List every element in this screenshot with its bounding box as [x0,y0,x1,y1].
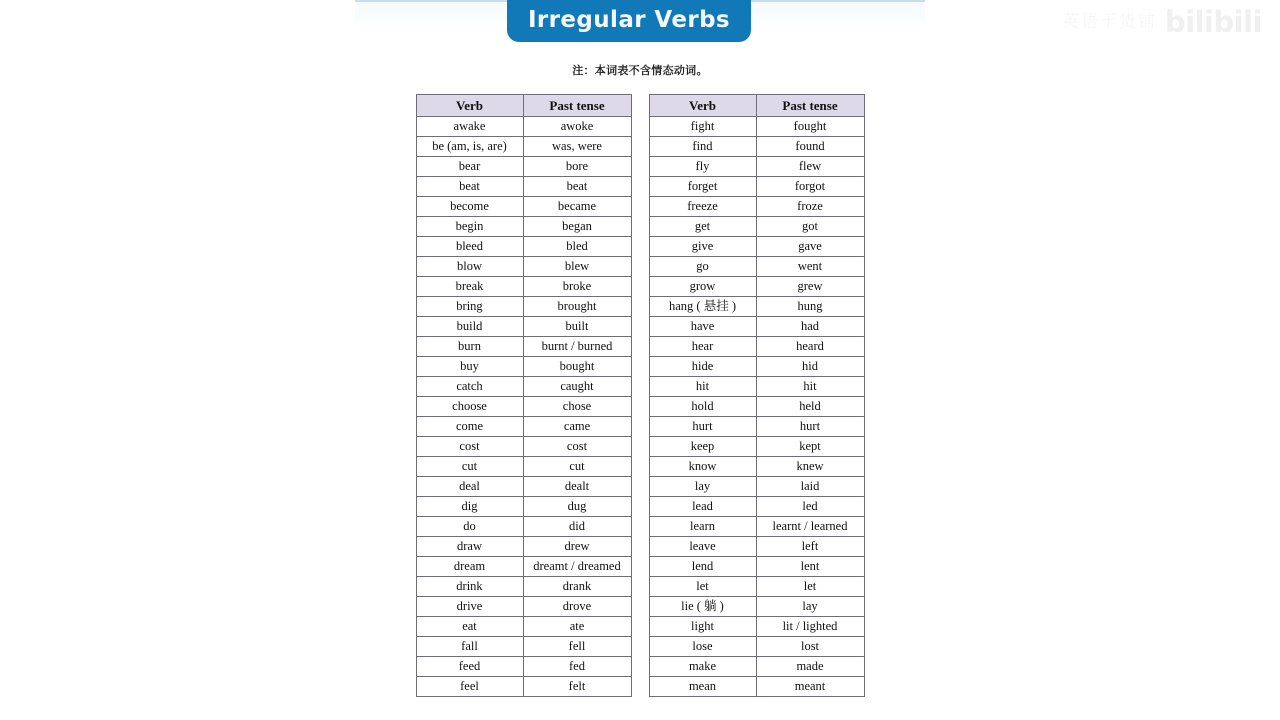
table-row [649,317,864,337]
column-header-past-tense: Past tense [756,95,864,117]
cell-verb: begin [416,217,523,237]
table-row [649,277,864,297]
cell-verb: dream [416,557,523,577]
table-row [649,297,864,317]
cell-verb: dig [416,497,523,517]
cell-verb: buy [416,357,523,377]
cell-past-tense: lit / lighted [756,617,864,637]
cell-past-tense: cost [523,437,631,457]
table-header-row [416,95,631,117]
table-row [416,417,631,437]
cell-verb: catch [416,377,523,397]
cell-past-tense: led [756,497,864,517]
table-row [649,577,864,597]
cell-past-tense: hung [756,297,864,317]
cell-past-tense: learnt / learned [756,517,864,537]
cell-verb: bring [416,297,523,317]
table-row [416,157,631,177]
cell-past-tense: drank [523,577,631,597]
cell-verb: lay [649,477,756,497]
cell-past-tense: kept [756,437,864,457]
right-table-body [649,117,864,697]
page-title-banner [507,0,751,42]
cell-verb: cost [416,437,523,457]
cell-past-tense: lay [756,597,864,617]
table-row [649,657,864,677]
cell-past-tense: dreamt / dreamed [523,557,631,577]
cell-past-tense: ate [523,617,631,637]
column-header-past-tense: Past tense [523,95,631,117]
cell-past-tense: lost [756,637,864,657]
table-row [416,577,631,597]
cell-past-tense: had [756,317,864,337]
cell-verb: keep [649,437,756,457]
cell-past-tense: held [756,397,864,417]
cell-verb: learn [649,517,756,537]
table-row [416,177,631,197]
cell-past-tense: flew [756,157,864,177]
cell-verb: hurt [649,417,756,437]
table-row [416,197,631,217]
cell-past-tense: bought [523,357,631,377]
cell-verb: find [649,137,756,157]
table-row [649,257,864,277]
table-row [649,217,864,237]
cell-verb: lead [649,497,756,517]
cell-past-tense: lent [756,557,864,577]
cell-past-tense: fed [523,657,631,677]
table-row [649,437,864,457]
table-row [416,557,631,577]
cell-past-tense: brought [523,297,631,317]
watermark-channel-text: 英语干货铺 [1061,12,1157,32]
cell-verb: feel [416,677,523,697]
table-row [649,457,864,477]
table-row [416,397,631,417]
cell-past-tense: awoke [523,117,631,137]
cell-verb: let [649,577,756,597]
watermark [1061,5,1262,39]
table-header-row [649,95,864,117]
table-row [649,477,864,497]
cell-verb: drive [416,597,523,617]
table-row [416,337,631,357]
cell-verb: burn [416,337,523,357]
table-row [416,297,631,317]
table-row [649,137,864,157]
cell-past-tense: bore [523,157,631,177]
table-row [649,677,864,697]
cell-verb: go [649,257,756,277]
cell-verb: be (am, is, are) [416,137,523,157]
cell-past-tense: built [523,317,631,337]
table-row [416,657,631,677]
table-row [416,257,631,277]
cell-verb: bear [416,157,523,177]
cell-past-tense: did [523,517,631,537]
cell-verb: bleed [416,237,523,257]
table-row [416,117,631,137]
table-row [649,597,864,617]
cell-verb: drink [416,577,523,597]
cell-verb: blow [416,257,523,277]
cell-past-tense: burnt / burned [523,337,631,357]
cell-past-tense: felt [523,677,631,697]
table-row [649,537,864,557]
table-row [416,517,631,537]
cell-verb: freeze [649,197,756,217]
table-row [416,497,631,517]
cell-past-tense: forgot [756,177,864,197]
table-row [416,357,631,377]
cell-past-tense: beat [523,177,631,197]
cell-verb: hang ( 悬挂 ) [649,297,756,317]
cell-verb: leave [649,537,756,557]
cell-verb: deal [416,477,523,497]
table-row [649,377,864,397]
table-row [416,377,631,397]
cell-verb: become [416,197,523,217]
cell-past-tense: froze [756,197,864,217]
cell-past-tense: blew [523,257,631,277]
table-row [649,637,864,657]
cell-past-tense: hid [756,357,864,377]
cell-past-tense: let [756,577,864,597]
cell-past-tense: grew [756,277,864,297]
table-row [416,637,631,657]
cell-past-tense: heard [756,337,864,357]
cell-past-tense: laid [756,477,864,497]
cell-verb: know [649,457,756,477]
cell-verb: build [416,317,523,337]
cell-past-tense: caught [523,377,631,397]
table-row [416,677,631,697]
cell-verb: feed [416,657,523,677]
cell-past-tense: dealt [523,477,631,497]
cell-verb: lend [649,557,756,577]
table-row [649,557,864,577]
cell-verb: make [649,657,756,677]
table-note: 注：本词表不含情态动词。 [572,64,708,77]
table-row [416,137,631,157]
cell-verb: lose [649,637,756,657]
cell-verb: lie ( 躺 ) [649,597,756,617]
table-row [416,537,631,557]
cell-verb: fly [649,157,756,177]
cell-verb: hold [649,397,756,417]
cell-verb: choose [416,397,523,417]
cell-verb: cut [416,457,523,477]
cell-verb: have [649,317,756,337]
cell-verb: fight [649,117,756,137]
cell-verb: beat [416,177,523,197]
table-row [649,337,864,357]
cell-past-tense: began [523,217,631,237]
cell-past-tense: bled [523,237,631,257]
cell-verb: get [649,217,756,237]
table-row [649,517,864,537]
table-row [649,417,864,437]
cell-past-tense: gave [756,237,864,257]
cell-past-tense: got [756,217,864,237]
cell-past-tense: was, were [523,137,631,157]
table-row [649,617,864,637]
table-row [649,397,864,417]
cell-verb: give [649,237,756,257]
table-row [416,477,631,497]
verb-tables-container [0,94,1280,697]
cell-verb: light [649,617,756,637]
table-row [416,457,631,477]
table-row [649,157,864,177]
cell-past-tense: dug [523,497,631,517]
table-row [416,217,631,237]
left-table-body [416,117,631,697]
cell-past-tense: hurt [756,417,864,437]
cell-past-tense: became [523,197,631,217]
table-row [649,237,864,257]
cell-verb: awake [416,117,523,137]
cell-past-tense: drove [523,597,631,617]
table-row [416,597,631,617]
cell-past-tense: went [756,257,864,277]
cell-past-tense: meant [756,677,864,697]
column-header-verb: Verb [649,95,756,117]
table-row [649,497,864,517]
table-row [416,437,631,457]
cell-verb: mean [649,677,756,697]
table-row [649,117,864,137]
cell-past-tense: knew [756,457,864,477]
cell-past-tense: came [523,417,631,437]
table-row [416,237,631,257]
cell-verb: hit [649,377,756,397]
cell-verb: grow [649,277,756,297]
cell-verb: come [416,417,523,437]
cell-verb: draw [416,537,523,557]
cell-past-tense: fought [756,117,864,137]
cell-past-tense: cut [523,457,631,477]
table-row [416,277,631,297]
column-header-verb: Verb [416,95,523,117]
irregular-verbs-table-left [416,94,632,697]
cell-past-tense: hit [756,377,864,397]
bilibili-logo-watermark: bilibili [1164,5,1262,39]
table-row [649,177,864,197]
cell-verb: forget [649,177,756,197]
cell-verb: do [416,517,523,537]
cell-verb: eat [416,617,523,637]
cell-verb: break [416,277,523,297]
irregular-verbs-table-right [649,94,865,697]
cell-past-tense: broke [523,277,631,297]
cell-verb: hide [649,357,756,377]
cell-past-tense: chose [523,397,631,417]
table-row [649,357,864,377]
table-row [416,317,631,337]
cell-past-tense: made [756,657,864,677]
cell-verb: fall [416,637,523,657]
table-row [416,617,631,637]
cell-verb: hear [649,337,756,357]
cell-past-tense: left [756,537,864,557]
cell-past-tense: drew [523,537,631,557]
page-title: Irregular Verbs [527,6,731,33]
table-row [649,197,864,217]
cell-past-tense: found [756,137,864,157]
cell-past-tense: fell [523,637,631,657]
